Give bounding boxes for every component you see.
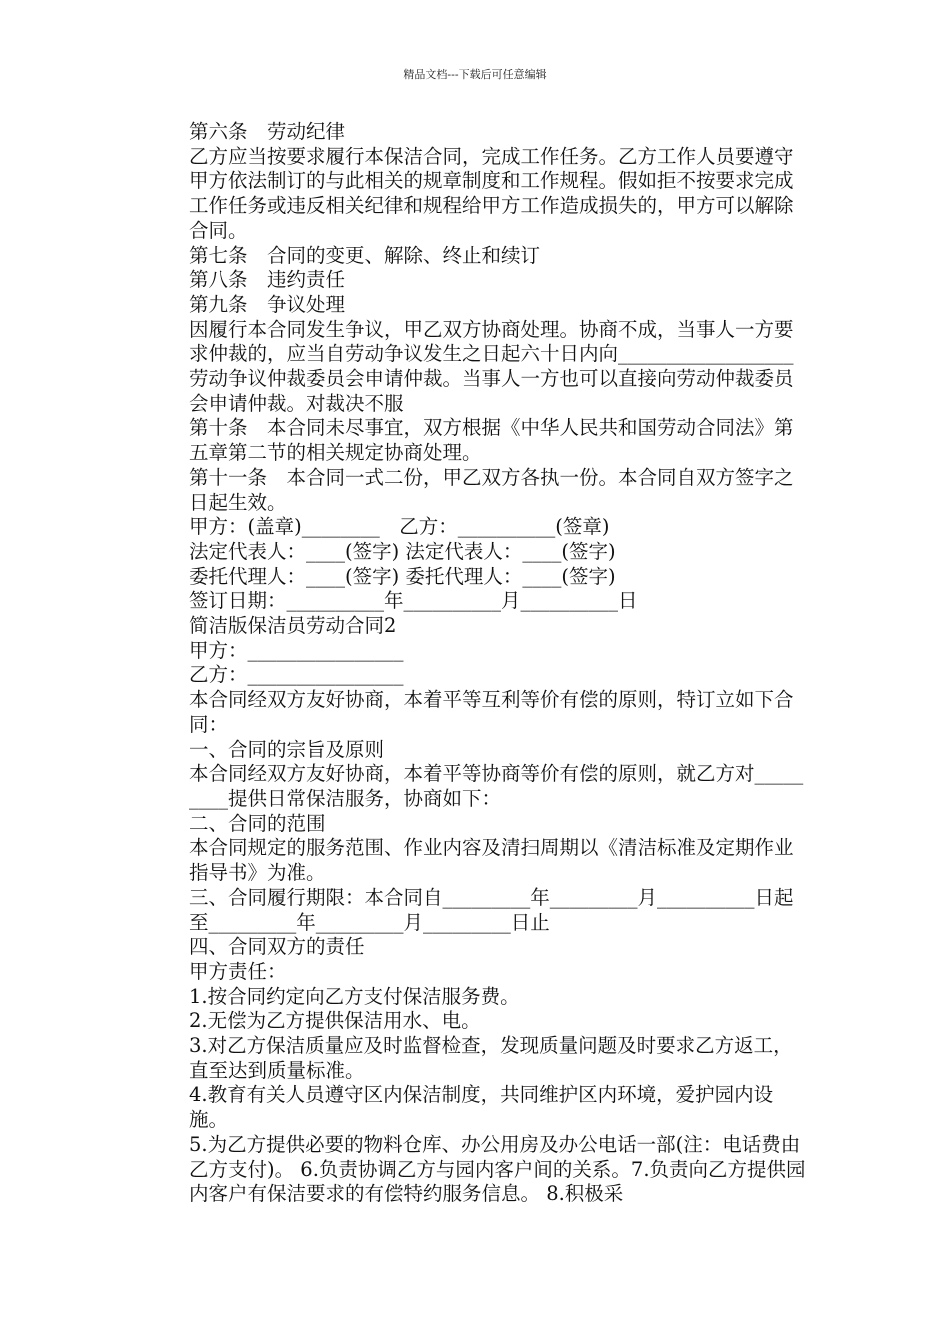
article-11-text: 第十一条 本合同一式二份，甲乙双方各执一份。本合同自双方签字之日起生效。 (189, 465, 794, 514)
article-8-heading: 第八条 违约责任 (189, 268, 346, 292)
contract-2-title: 简洁版保洁员劳动合同2 (189, 614, 397, 638)
page-header: 精品文档---下载后可任意编辑 (403, 68, 547, 81)
article-6-heading: 第六条 劳动纪律 (189, 120, 346, 143)
article-6-text: 乙方应当按要求履行本保洁合同，完成工作任务。乙方工作人员要遵守甲方依法制订的与此相关的规章制度和工作规程。假如拒不按要求完成工作任务或违反相关纪律和规程给甲方工作造成损失的，甲方可以解除合同。 (189, 144, 794, 242)
section-1-text: 本合同经双方友好协商，本着平等协商等价有偿的原则，就乙方对_________提供日常保洁服务，协商如下： (189, 762, 804, 810)
signature-party-line: 甲方：(盖章)________ 乙方：__________(签章) (189, 515, 610, 539)
article-10-text: 第十条 本合同未尽事宜，双方根据《中华人民共和国劳动合同法》第五章第二节的相关规定协商处理。 (189, 416, 794, 465)
article-7-heading: 第七条 合同的变更、解除、终止和续订 (189, 243, 541, 267)
duty-item-4: 4.教育有关人员遵守区内保洁制度，共同维护区内环境，爱护园内设施。 (189, 1083, 774, 1132)
duty-item-2: 2.无偿为乙方提供保洁用水、电。 (189, 1009, 481, 1033)
signature-legal-rep-line: 法定代表人：____(签字) 法定代表人：____(签字) (189, 539, 616, 563)
section-3-text: 三、合同履行期限：本合同自_________年_________月__________日起至_________年_________月_________日止 (189, 885, 794, 934)
duty-item-5-8: 5.为乙方提供必要的物料仓库、办公用房及办公电话一部(注：电话费由乙方支付)。 6.负责协调乙方与园内客户间的关系。7.负责向乙方提供园内客户有保洁要求的有偿特约服务信息。 8.积极采 (189, 1132, 806, 1206)
signing-date-line: 签订日期：__________年__________月__________日 (189, 589, 638, 613)
article-9-heading: 第九条 争议处理 (189, 292, 346, 316)
section-2-text: 本合同规定的服务范围、作业内容及清扫周期以《清洁标准及定期作业指导书》为准。 (189, 836, 794, 885)
party-b-line: 乙方：________________ (189, 663, 404, 687)
section-4-heading: 四、合同双方的责任 (189, 935, 365, 959)
duty-item-1: 1.按合同约定向乙方支付保洁服务费。 (189, 984, 520, 1008)
article-9-text: 因履行本合同发生争议，甲乙双方协商处理。协商不成，当事人一方要求仲裁的，应当自劳动争议发生之日起六十日内向__________________劳动争议仲裁委员会申请仲裁。当事人一方也可以直接向劳动仲裁委员会申请仲裁。对裁决不服 (189, 317, 794, 415)
contract-2-intro: 本合同经双方友好协商，本着平等互利等价有偿的原则，特订立如下合同： (189, 688, 794, 736)
section-2-heading: 二、合同的范围 (189, 811, 326, 835)
signature-agent-line: 委托代理人：____(签字) 委托代理人：____(签字) (189, 564, 616, 588)
party-a-duties-heading: 甲方责任： (189, 959, 287, 983)
party-a-line: 甲方：________________ (189, 638, 404, 662)
duty-item-3: 3.对乙方保洁质量应及时监督检查，发现质量问题及时要求乙方返工，直至达到质量标准。 (189, 1034, 793, 1082)
document-body (145, 120, 807, 1207)
section-1-heading: 一、合同的宗旨及原则 (189, 737, 385, 761)
